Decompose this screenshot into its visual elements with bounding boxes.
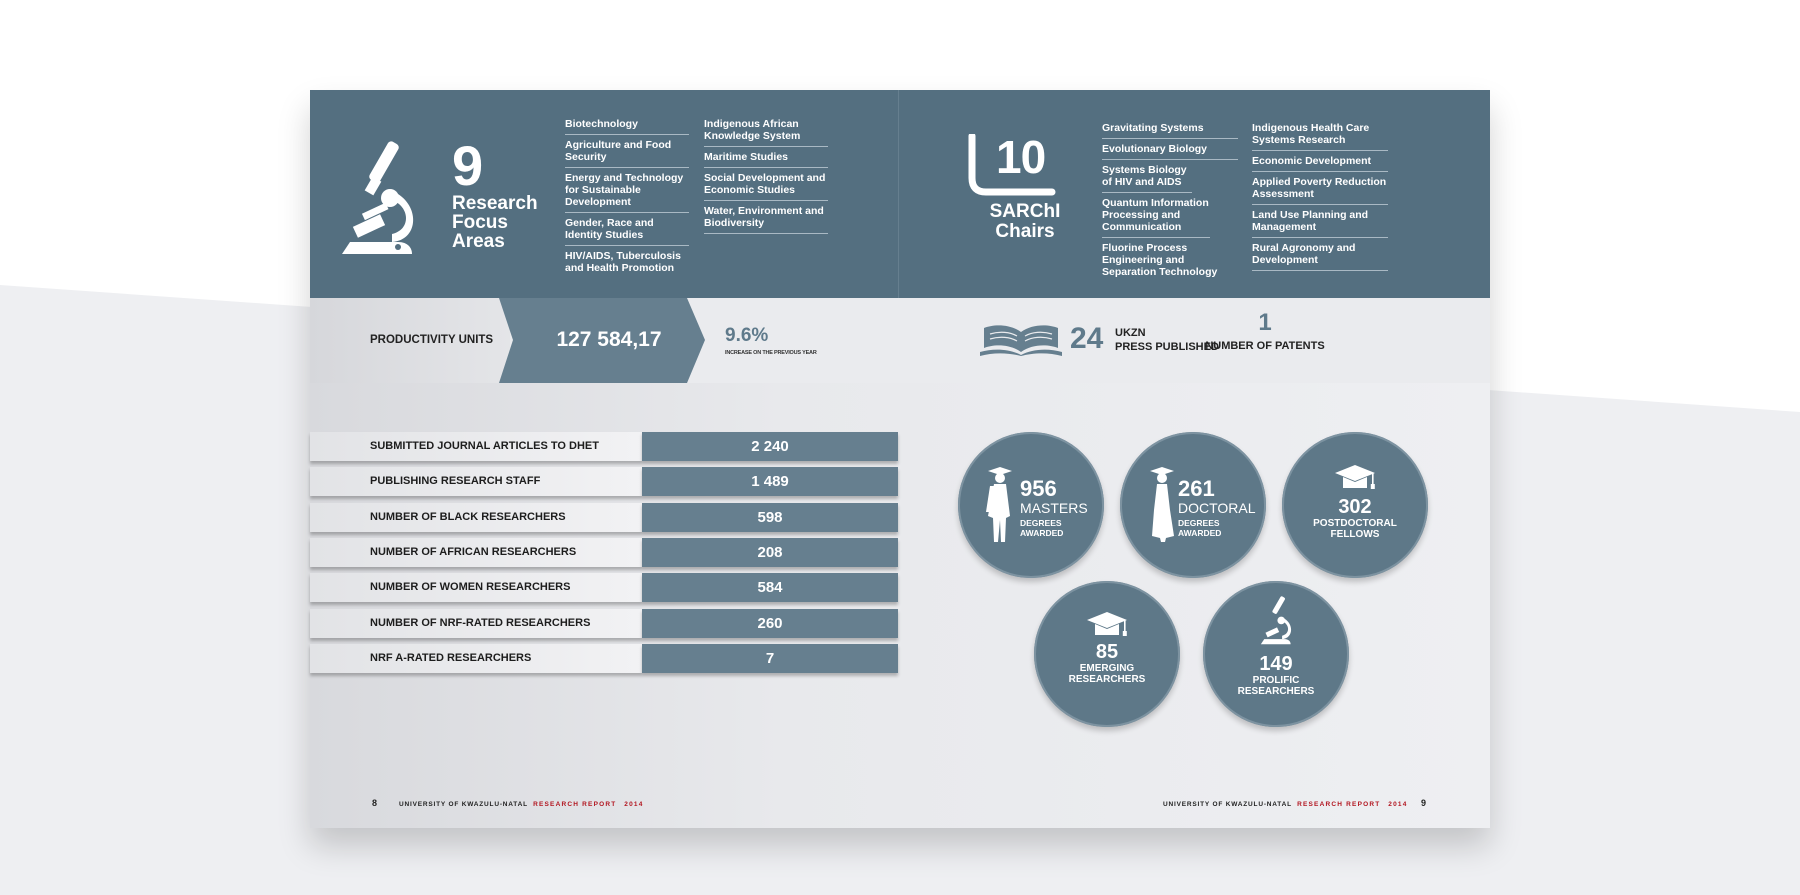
- stat-label: NUMBER OF AFRICAN RESEARCHERS: [370, 546, 577, 558]
- table-row: [310, 538, 898, 567]
- stat-value: 260: [642, 609, 898, 638]
- list-item: Biotechnology: [565, 118, 689, 135]
- emerging-circle: [1034, 581, 1180, 727]
- list-item: Water, Environment and Biodiversity: [704, 205, 828, 234]
- focus-areas-list-1: [565, 118, 689, 282]
- stat-label: PUBLISHING RESEARCH STAFF: [370, 475, 541, 487]
- page-number-left: 8: [372, 798, 378, 808]
- list-item: Indigenous African Knowledge System: [704, 118, 828, 147]
- sarchi-title: SARChI Chairs: [989, 201, 1061, 242]
- graduation-cap-icon: [1333, 464, 1377, 492]
- stat-value: 1 489: [642, 467, 898, 496]
- microscope-icon: [1260, 593, 1294, 647]
- masters-sub: DEGREES AWARDED: [1020, 518, 1064, 538]
- list-item: Social Development and Economic Studies: [704, 172, 828, 201]
- emerging-label: EMERGING RESEARCHERS: [1068, 663, 1146, 685]
- table-row: [310, 467, 898, 496]
- open-book-icon: [980, 322, 1062, 356]
- masters-circle: [958, 432, 1104, 578]
- list-item: Quantum Information Processing and Communication: [1102, 197, 1210, 238]
- list-item: HIV/AIDS, Tuberculosis and Health Promotion: [565, 250, 681, 274]
- microscope-icon: [340, 138, 420, 256]
- stat-value: 598: [642, 503, 898, 532]
- patents-number: 1: [1258, 309, 1272, 336]
- sarchi-list-2: [1252, 122, 1388, 275]
- page-fold: [898, 90, 899, 298]
- stat-value: 208: [642, 538, 898, 567]
- prolific-number: 149: [1259, 653, 1293, 675]
- prolific-label: PROLIFIC RESEARCHERS: [1237, 675, 1315, 697]
- list-item: Fluorine Process Engineering and Separation Technology: [1102, 242, 1218, 278]
- prolific-circle: [1203, 581, 1349, 727]
- emerging-number: 85: [1095, 641, 1119, 663]
- page-number-right: 9: [1421, 798, 1427, 808]
- masters-number: 956: [1020, 476, 1057, 501]
- masters-word: MASTERS: [1020, 500, 1088, 516]
- focus-areas-list-2: [704, 118, 828, 238]
- table-row: [310, 644, 898, 673]
- stat-label: SUBMITTED JOURNAL ARTICLES TO DHET: [370, 440, 599, 452]
- list-item: Gender, Race and Identity Studies: [565, 217, 689, 246]
- stat-value: 2 240: [642, 432, 898, 461]
- increase-percent: 9.6%: [725, 325, 769, 346]
- list-item: Energy and Technology for Sustainable Development: [565, 172, 689, 213]
- graduate-icon: [1142, 466, 1176, 544]
- postdoc-circle: [1282, 432, 1428, 578]
- list-item: Agriculture and Food Security: [565, 139, 689, 168]
- doctoral-number: 261: [1178, 476, 1215, 501]
- table-row: [310, 609, 898, 638]
- stat-label: NRF A-RATED RESEARCHERS: [370, 652, 532, 664]
- doctoral-sub: DEGREES AWARDED: [1178, 518, 1222, 538]
- list-item: Systems Biology of HIV and AIDS: [1102, 164, 1192, 193]
- productivity-label: PRODUCTIVITY UNITS: [370, 334, 494, 346]
- table-row: [310, 432, 898, 461]
- list-item: Land Use Planning and Management: [1252, 209, 1388, 238]
- stat-label: NUMBER OF BLACK RESEARCHERS: [370, 511, 566, 523]
- list-item: Applied Poverty Reduction Assessment: [1252, 176, 1388, 205]
- report-spread: [310, 90, 1490, 828]
- list-item: Evolutionary Biology: [1102, 143, 1238, 160]
- sarchi-list-1: [1102, 122, 1238, 286]
- list-item: Rural Agronomy and Development: [1252, 242, 1388, 271]
- list-item: Maritime Studies: [704, 151, 828, 168]
- postdoc-number: 302: [1338, 496, 1372, 518]
- footer-left: UNIVERSITY OF KWAZULU-NATAL RESEARCH REPORT 2014: [399, 801, 644, 808]
- list-item: Indigenous Health Care Systems Research: [1252, 122, 1388, 151]
- productivity-band: [310, 298, 1490, 383]
- graduate-icon: [980, 466, 1014, 544]
- postdoc-label: POSTDOCTORAL FELLOWS: [1313, 518, 1397, 540]
- ukzn-press-number: 24: [1070, 322, 1104, 355]
- table-row: [310, 573, 898, 602]
- productivity-value: 127 584,17: [556, 328, 662, 351]
- list-item: Economic Development: [1252, 155, 1388, 172]
- increase-label: INCREASE ON THE PREVIOUS YEAR: [725, 350, 817, 356]
- stat-value: 7: [642, 644, 898, 673]
- research-focus-title: Research Focus Areas: [452, 193, 538, 252]
- list-item: Gravitating Systems: [1102, 122, 1238, 139]
- doctoral-word: DOCTORAL: [1178, 500, 1256, 516]
- footer-right: UNIVERSITY OF KWAZULU-NATAL RESEARCH REPORT 2014: [1163, 801, 1408, 808]
- graduation-cap-icon: [1085, 611, 1129, 639]
- stat-label: NUMBER OF WOMEN RESEARCHERS: [370, 581, 571, 593]
- top-band: [310, 90, 1490, 298]
- ukzn-press-label: UKZN PRESS PUBLISHED: [1115, 327, 1219, 353]
- research-focus-number: 9: [452, 134, 483, 197]
- stat-value: 584: [642, 573, 898, 602]
- table-row: [310, 503, 898, 532]
- doctoral-circle: [1120, 432, 1266, 578]
- sarchi-number: 10: [996, 131, 1046, 183]
- patents-label: NUMBER OF PATENTS: [1205, 340, 1325, 352]
- stat-label: NUMBER OF NRF-RATED RESEARCHERS: [370, 617, 591, 629]
